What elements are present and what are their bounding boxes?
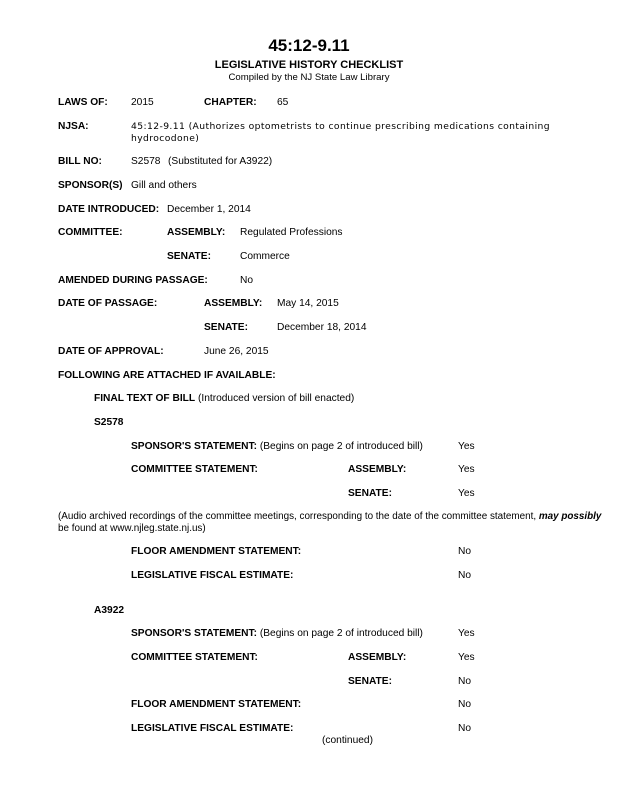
page-title: 45:12-9.11 <box>268 36 350 55</box>
laws-of-value: 2015 <box>131 97 154 108</box>
amended-value: No <box>240 275 254 286</box>
s2578-cs-senate-label: SENATE: <box>348 488 392 499</box>
committee-senate-label: SENATE: <box>167 251 211 262</box>
a3922-sponsor-statement-label: SPONSOR'S STATEMENT: <box>131 628 257 639</box>
audio-note-line1 <box>58 511 601 523</box>
a3922-floor-amendment-value: No <box>458 699 472 710</box>
passage-senate-value: December 18, 2014 <box>277 322 367 333</box>
s2578-fiscal-estimate-label: LEGISLATIVE FISCAL ESTIMATE: <box>131 570 294 581</box>
date-introduced-value: December 1, 2014 <box>167 204 251 215</box>
audio-note-emphasis: may possibly <box>538 511 602 522</box>
a3922-cs-assembly-value: Yes <box>458 652 475 663</box>
bill-no-label: BILL NO: <box>58 156 102 167</box>
s2578-fiscal-estimate-value: No <box>458 570 472 581</box>
sponsor-value: Gill and others <box>131 180 197 191</box>
a3922-heading: A3922 <box>94 605 125 616</box>
a3922-cs-senate-value: No <box>458 676 472 687</box>
s2578-sponsor-statement-note: (Begins on page 2 of introduced bill) <box>259 441 423 452</box>
committee-assembly-value: Regulated Professions <box>240 227 343 238</box>
date-introduced-label: DATE INTRODUCED: <box>58 204 160 215</box>
laws-of-label: LAWS OF: <box>58 97 108 108</box>
audio-note-text: (Audio archived recordings of the committee meetings, corresponding to the date of the committee statement, <box>58 511 537 522</box>
s2578-floor-amendment-value: No <box>458 546 472 557</box>
passage-assembly-value: May 14, 2015 <box>277 298 339 309</box>
bill-no-note: (Substituted for A3922) <box>168 156 273 167</box>
amended-label: AMENDED DURING PASSAGE: <box>58 275 208 286</box>
committee-senate-value: Commerce <box>240 251 290 262</box>
audio-note-line2: be found at www.njleg.state.nj.us) <box>58 523 206 534</box>
a3922-committee-statement-label: COMMITTEE STATEMENT: <box>131 652 258 663</box>
a3922-sponsor-statement-value: Yes <box>458 628 475 639</box>
s2578-committee-statement-label: COMMITTEE STATEMENT: <box>131 464 258 475</box>
s2578-sponsor-statement-label: SPONSOR'S STATEMENT: <box>131 441 257 452</box>
s2578-floor-amendment-label: FLOOR AMENDMENT STATEMENT: <box>131 546 302 557</box>
passage-assembly-label: ASSEMBLY: <box>204 298 263 309</box>
a3922-floor-amendment-label: FLOOR AMENDMENT STATEMENT: <box>131 699 302 710</box>
final-text-note: (Introduced version of bill enacted) <box>197 393 355 404</box>
a3922-cs-senate-label: SENATE: <box>348 676 392 687</box>
attachments-heading: FOLLOWING ARE ATTACHED IF AVAILABLE: <box>58 370 276 381</box>
committee-assembly-label: ASSEMBLY: <box>167 227 226 238</box>
final-text-row <box>94 393 354 405</box>
date-of-passage-label: DATE OF PASSAGE: <box>58 298 158 309</box>
final-text-label: FINAL TEXT OF BILL <box>94 393 196 404</box>
date-of-approval-value: June 26, 2015 <box>204 346 269 357</box>
a3922-fiscal-estimate-label: LEGISLATIVE FISCAL ESTIMATE: <box>131 723 294 734</box>
s2578-heading: S2578 <box>94 417 124 428</box>
bill-no-value: S2578 <box>131 156 161 167</box>
njsa-value-line1: 45:12-9.11 (Authorizes optometrists to continue prescribing medications containing <box>131 121 551 132</box>
njsa-label: NJSA: <box>58 121 89 132</box>
s2578-sponsor-statement-value: Yes <box>458 441 475 452</box>
a3922-sponsor-statement-note: (Begins on page 2 of introduced bill) <box>259 628 423 639</box>
passage-senate-label: SENATE: <box>204 322 248 333</box>
sponsor-label: SPONSOR(S) <box>58 180 123 191</box>
s2578-sponsor-statement-row <box>131 441 423 453</box>
committee-label: COMMITTEE: <box>58 227 123 238</box>
njsa-value-line2: hydrocodone) <box>131 133 200 144</box>
s2578-cs-assembly-value: Yes <box>458 464 475 475</box>
document-title: LEGISLATIVE HISTORY CHECKLIST <box>214 59 404 71</box>
a3922-cs-assembly-label: ASSEMBLY: <box>348 652 407 663</box>
a3922-sponsor-statement-row <box>131 628 423 640</box>
continued-note: (continued) <box>322 735 373 746</box>
a3922-fiscal-estimate-value: No <box>458 723 472 734</box>
date-of-approval-label: DATE OF APPROVAL: <box>58 346 164 357</box>
s2578-cs-assembly-label: ASSEMBLY: <box>348 464 407 475</box>
chapter-value: 65 <box>277 97 289 108</box>
s2578-cs-senate-value: Yes <box>458 488 475 499</box>
compiled-by: Compiled by the NJ State Law Library <box>228 72 390 83</box>
chapter-label: CHAPTER: <box>204 97 257 108</box>
